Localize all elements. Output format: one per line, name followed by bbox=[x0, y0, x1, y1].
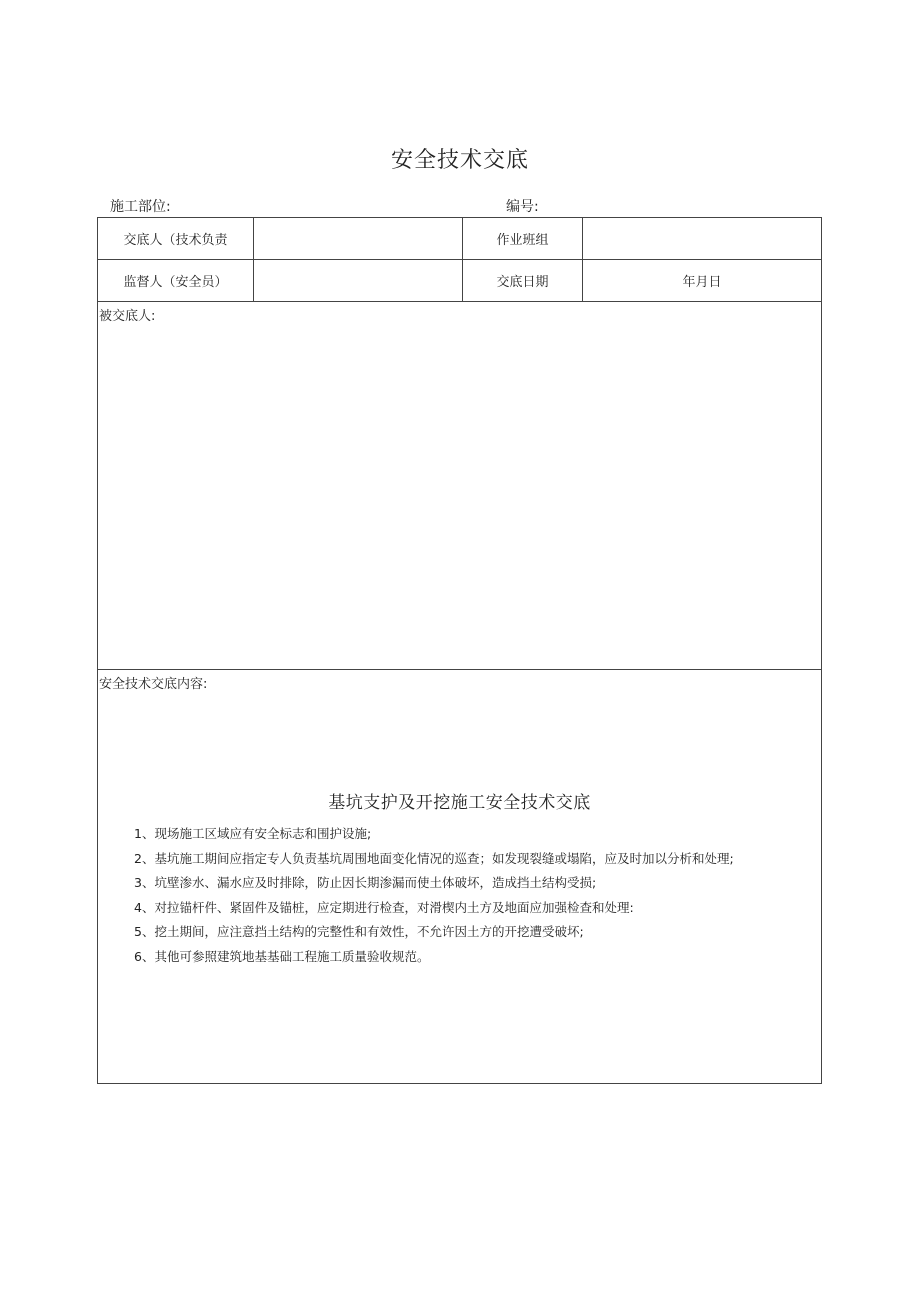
content-title: 基坑支护及开挖施工安全技术交底 bbox=[328, 793, 591, 813]
work-team-label: 作业班组 bbox=[462, 218, 582, 259]
construction-location-label: 施工部位: bbox=[110, 199, 171, 215]
briefing-date-label: 交底日期 bbox=[462, 260, 582, 301]
briefer-label: 交底人（技术负责 bbox=[123, 233, 228, 248]
briefing-content-section bbox=[98, 670, 821, 1083]
briefing-form-table bbox=[97, 217, 822, 1084]
list-item: 3、坑壁渗水、漏水应及时排除，防止因长期渗漏而使土体破坏，造成挡土结构受损; bbox=[134, 875, 597, 890]
content-label: 安全技术交底内容: bbox=[99, 677, 208, 692]
work-team-value-field[interactable] bbox=[582, 218, 821, 259]
document-title: 安全技术交底 bbox=[390, 148, 529, 173]
list-item: 5、挖土期间，应注意挡土结构的完整性和有效性，不允许因土方的开挖遭受破坏; bbox=[134, 924, 584, 939]
safety-items-list bbox=[134, 822, 734, 969]
list-item: 4、对拉锚杆件、紧固件及锚桩，应定期进行检查，对滑楔内土方及地面应加强检查和处理: bbox=[134, 899, 634, 915]
list-item: 2、基坑施工期间应指定专人负责基坑周围地面变化情况的巡查；如发现裂缝或塌陷，应及时加以分析和处理; bbox=[134, 850, 734, 866]
briefer-value-field[interactable] bbox=[253, 218, 462, 259]
briefing-date-value[interactable]: 年月日 bbox=[582, 260, 821, 301]
form-row-briefer bbox=[98, 218, 821, 260]
form-row-supervisor bbox=[98, 260, 821, 302]
list-item: 1、现场施工区域应有安全标志和围护设施; bbox=[134, 826, 372, 841]
list-item: 6、其他可参照建筑地基基础工程施工质量验收规范。 bbox=[134, 948, 430, 964]
recipients-section[interactable] bbox=[98, 302, 821, 670]
recipients-label: 被交底人: bbox=[99, 309, 156, 324]
document-number-label: 编号: bbox=[506, 199, 539, 215]
supervisor-label: 监督人（安全员） bbox=[123, 275, 228, 290]
supervisor-value-field[interactable] bbox=[253, 260, 462, 301]
